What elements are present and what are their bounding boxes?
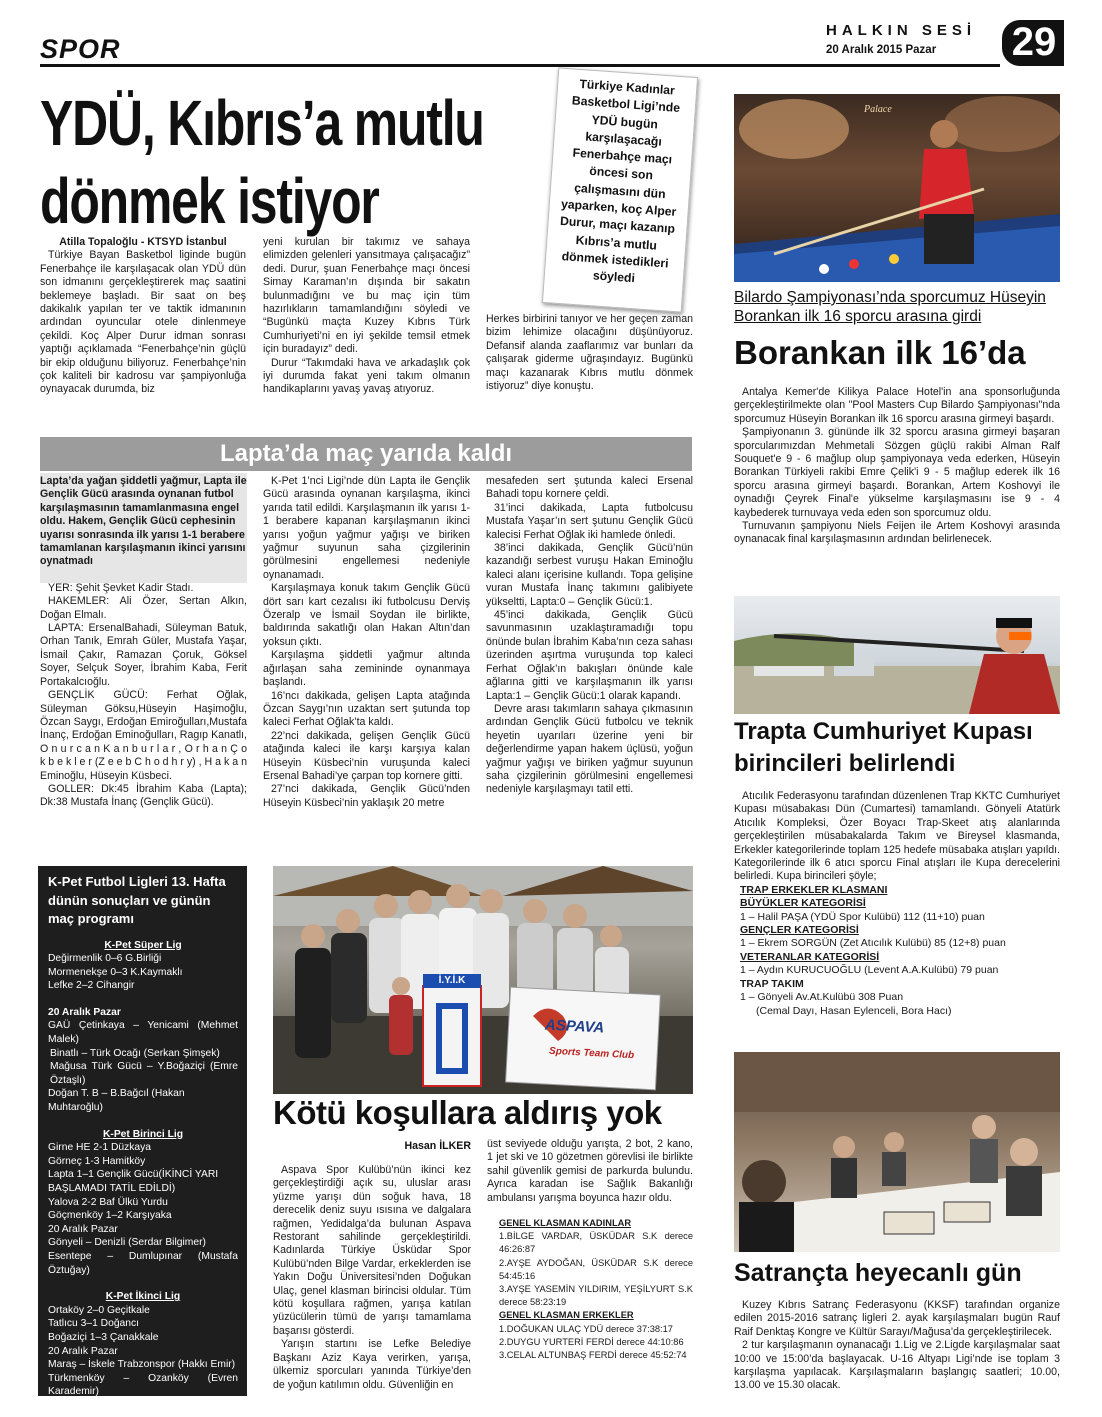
aspava-men-title: GENEL KLASMAN ERKEKLER [499,1310,634,1321]
kpet-second-result: Boğaziçi 1–3 Çanakkale [48,1331,159,1343]
kpet-super-result: Lefke 2–2 Cihangir [48,980,135,992]
kpet-first-title: K-Pet Birinci Lig [102,1128,184,1140]
ydu-text-1: Türkiye Bayan Basketbol liginde bugün Fenerbahçe ile karşılaşacak olan YDÜ dün son idmanını gerçekleştirerek maç saatini beklemeye başladı. Bir saat on beş dakikalık yapılan ter ve taktik idmanının ardından oyuncular otele dinlenmeye çekildi. Koç Alper Durur idman sonrası yaptığı açıklamada “Fenerbahçe’nin güçlü bir ekip olduğunu biliyoruz. Fenerbahçe’nin çok kaliteli bir kadrosu var şampiyonluğa oynayacak durumda, biz [40,249,246,396]
kpet-second-fixture: Maraş – İskele Trabzonspor (Hakkı Emir) [48,1359,236,1371]
lapta-lineup: LAPTA: ErsenalBahadi, Süleyman Batuk, Orhan Tanık, Emrah Güler, Mustafa Yaşar, İsmail Çakır, Ramazan Çoruk, Göksel Soyer, Selçuk Soyer, İbrahim Kaba, Ferit Portakalcıoğlu. [40,622,247,688]
lapta-paragraph: 38’inci dakikada, Gençlik Gücü’nün kazandığı serbest vuruşu Hakan Eminoğlu kaleci alanı içerisine kullandı. Topa gelişine vuran Mustafa İnanç takımını galibiyete yükseltti, Lapta:0 – Gençlik Gücü:1. [486,542,693,608]
ydu-text-2: yeni kurulan bir takımız ve sahaya elimizden gelenleri yansıtmaya çalışacağız” dedi. Durur, şuan Fenerbahçe maçı öncesi Simay Karaman’ın dışında bir sakatın bulunmadığını ve bu maç için tüm hazırlıkların tamamlandığını söyledi ve “Bugünkü maçta Kuzey Kıbrıs Türk Cumhuriyeti’ni en iyi şekilde temsil etmek için buradayız” dedi. [263,236,470,356]
lapta-opponent-lineup: GENÇLİK GÜCÜ: Ferhat Oğlak, Süleyman Göksu,Hüseyin Haşimoğlu, Özcan Saygı, Erdoğan Emiroğulları,Mustafa İnanç, Erdoğan Eminoğulları, Ragıp Kanatlı, O n u r c a n K a n b u r l a r , O r h a n Ç o k b e k l e r (Z e e b C h o d h r y) , H a k a n Eminoğlu, Hüseyin Küsbeci. [40,689,247,782]
billiards-scene [734,94,1060,282]
billiards-paragraph: Antalya Kemer'de Kilikya Palace Hotel'in ana sponsorluğunda gerçekleştirilmekte olan "Pool Masters Cup Bilardo Şampiyonası"nda sporcumuz Hüseyin Borankan ilk 16 sporcu arasına girmeyi başardı. [734,386,1060,425]
trap-category-winner: 1 – Gönyeli Av.At.Kulübü 308 Puan [740,991,904,1004]
trap-category-title: BÜYÜKLER KATEGORİSİ [740,897,866,910]
kpet-super-result: Mormenekşe 0–3 K.Kaymaklı [48,966,183,978]
kpet-content [48,873,238,1413]
trap-category-winner: 1 – Halil PAŞA (YDÜ Spor Kulübü) 112 (11+10) puan [740,910,985,923]
chess-text [734,1299,1060,1393]
lapta-paragraph: 31’inci dakikada, Lapta futbolcusu Mustafa Yaşar’ın sert şutunu Gençlik Gücü kalecisi Ferhat Oğlak iki hamlede önledi. [486,501,693,541]
lapta-paragraph: 27’nci dakikada, Gençlik Gücü’nden Hüseyin Küsbeci’nin yaklaşık 20 metre [263,783,470,809]
header-date: 20 Aralık 2015 Pazar [826,44,937,56]
aspava-flag-subtitle: Sports Team Club [548,1045,635,1062]
aspava-men-result: 1.DOĞUKAN ULAÇ YDÜ derece 37:38:17 [499,1323,673,1334]
trap-intro: Atıcılık Federasyonu tarafından düzenlenen Trap KKTC Cumhuriyet Kupası müsabakası Dün (Cumartesi) tamamlandı. Gönyeli Atatürk Atıcılık Kompleksi, Özer Boyacı Trap-Skeet atış alanlarında gerçekleştirilen müsabakalarda Takım ve Bireysel klasmanda, Erkekler kategorilerinde toplam 125 hedefe müsabaka atışları yapıldı. Kategorilerinde ilk 6 atıcı sporcu Final atışları ile Kupa derecelerini belirledi. Kupa birincileri şöyle; [734,790,1060,883]
hotel-sign: Palace [864,104,892,115]
lapta-paragraph: 45’inci dakikada, Gençlik Gücü savunmasının uzaklaştıramadığı topu önünde bulan İbrahim Kaba’nın ceza sahası üzerinden aşırtma vuruşunda top kaleci Ferhat Oğlak’ın bakışları önünde kale ağlarına gitti ve karşılaşmanın ilk yarısı Lapta:1 – Gençlik Gücü:1 olarak kapandı. [486,609,693,702]
trap-klasman-title: TRAP ERKEKLER KLASMANI [740,883,888,896]
ydu-column-2 [263,236,470,397]
aspava-results [487,1217,693,1362]
kpet-first-result: Yalova 2-2 Baf Ülkü Yurdu [48,1196,168,1208]
trap-headline: Trapta Cumhuriyet Kupası birincileri belirlendi [734,718,1033,777]
kpet-second-result: Tatlıcu 3–1 Doğancı [48,1318,140,1330]
trap-category-title: GENÇLER KATEGORİSİ [740,924,859,937]
kpet-super-title: K-Pet Süper Lig [104,939,182,951]
billiards-photo [734,94,1060,282]
chess-paragraph: 2 tur karşılaşmanın oynanacağı 1.Lig ve 2.Ligde karşılaşmalar saat 10:00 ve 15:00’da başlayacak. U-16 Altyapı Ligi’nde ise toplam 3 karşılaşma yapılacak. Karşılaşmaların başlangıç saatleri; 10.00, 13.00 ve 15.30 olacak. [734,1339,1060,1392]
kpet-first-result: Girne HE 2-1 Düzkaya [48,1142,152,1154]
billiards-text [734,386,1060,547]
kpet-super-result: Değirmenlik 0–6 G.Birliği [48,953,162,965]
aspava-column-1 [273,1164,471,1392]
lapta-paragraph: mesafeden sert şutunda kaleci Ersenal Bahadi topu kornere çeldi. [486,475,693,501]
chess-paragraph: Kuzey Kıbrıs Satranç Federasyonu (KKSF) tarafından organize edilen 2015-2016 satranç ligleri 2. ayak karşılaşmaları bugün Rauf Raif Denktaş Kongre ve Kültür Sarayı/Mağusa’da gerçekleştirilecek. [734,1299,1060,1338]
lapta-referees: HAKEMLER: Ali Özer, Sertan Alkın, Doğan Elmalı. [40,595,247,621]
ydu-headline-line1: YDÜ, Kıbrıs’a mutlu [40,87,484,159]
ydu-headline [40,84,484,240]
aspava-team-photo [273,866,693,1094]
ydu-text-2b: Durur “Takımdaki hava ve arkadaşlık çok iyi durumda fakat yeni takım olmanın handikaplarını yavaş yavaş atıyoruz. [263,356,470,396]
lapta-lead: Lapta’da yağan şiddetli yağmur, Lapta ile Gençlik Gücü arasında oynanan futbol karşılaşmasının tamamlanmasına engel oldu. Hakem, Gençlik Gücü cephesinin uyarısı sonrasında ilk yarısı 1-1 berabere tamamlanan karşılaşmanın ikinci yarısını oynatmadı [40,475,247,568]
trap-shooting-photo [734,596,1060,714]
ydu-text-3: Herkes birbirini tanıyor ve her geçen zaman bizim lehimize olacağını düşünüyoruz. Defansif alanda zaaflarımız var bunları da çalışarak giderme uğraşındayız. Bugünkü maçı kazanarak Kıbrıs mutlu dönmek istiyoruz” diye konuştu. [486,313,693,393]
trap-team-members: (Cemal Dayı, Hasan Eylenceli, Bora Hacı) [756,1004,952,1017]
kpet-first-result: Görneç 1-3 Hamitköy [48,1155,146,1167]
aspava-paragraph: Yarışın startını ise Lefke Belediye Başkanı Aziz Kaya verirken, yarışa, ülkemiz sporcuları yanında Türkiye’den de yoğun katılımın oldu. Güvenliğin en [273,1338,471,1391]
aspava-byline: Hasan İLKER [404,1140,471,1152]
lapta-paragraph: Devre arası takımların sahaya çıkmasının ardından Gençlik Gücü futbolcu ve teknik heyetin uyarıları üzerine yeni bir değerlendirme yapan hakem üçlüsü, yoğun yağmur yağışı ve biriken yağmur suyunun saha çizgilerinin görülmesini engellemesi nedeniyle karşılaşmayı tatil etti. [486,702,693,796]
kpet-second-fixture: Akova – A. Yeşilova (Hüseyin Özkan) [48,1399,218,1411]
aspava-men-result: 2.DUYGU YURTERİ FERDİ derece 44:10:86 [499,1336,684,1347]
trap-category-winner: 1 – Aydın KURUCUOĞLU (Levent A.A.Kulübü) 79 puan [740,964,999,977]
ydu-quote-box [542,67,698,312]
kpet-first-date: 20 Aralık Pazar [48,1223,118,1235]
kpet-second-fixture: Türkmenköy – Ozanköy (Evren Karademir) [48,1372,238,1398]
aspava-men-result: 3.CELAL ALTUNBAŞ FERDİ derece 45:52:74 [499,1350,687,1361]
chess-scene [734,1052,1060,1252]
trap-text [734,790,1060,1018]
ydu-column-3 [486,313,693,393]
lapta-headline: Lapta’da maç yarıda kaldı [219,440,513,467]
lapta-column-2 [263,475,470,810]
aspava-flag-text: ASPAVA [544,1016,605,1037]
kpet-super-date: 20 Aralık Pazar [48,1006,121,1018]
aspava-paragraph: üst seviyede olduğu yarışta, 2 bot, 2 kano, 1 jet ski ve 10 gözetmen görevlisi ile birlikte sahil güvenlik gemisi de parkurda bulundu. Ayrıca karadan ise Sağlık Bakanlığı ambulansı yarışma boyunca hazır oldu. [487,1138,693,1204]
page-number: 29 [1011,20,1057,64]
kpet-first-fixture: Esentepe – Dumlupınar (Mustafa Öztuğay) [48,1250,238,1276]
lapta-goals: GOLLER: Dk:45 İbrahim Kaba (Lapta); Dk:38 Mustafa İnanç (Gençlik Gücü). [40,782,247,809]
lapta-paragraph: 16’ncı dakikada, gelişen Lapta atağında Özcan Saygı’nın uzaktan sert şutunda top kaleci Ferhat Oğlak’ta kaldı. [263,689,470,729]
aspava-headline: Kötü koşullara aldırış yok [273,1094,662,1131]
lapta-paragraph: 22’nci dakikada, gelişen Gençlik Gücü atağında kaleci ile karşı karşıya kalan Hüseyin Küsbeci’nin vuruşunda kaleci Ersenal Bahadi’ye çarpan top kornere gitti. [263,729,470,782]
aspava-women-title: GENEL KLASMAN KADINLAR [499,1218,632,1229]
ydu-quote: Türkiye Kadınlar Basketbol Ligi’nde YDÜ bugün karşılaşacağı Fenerbahçe maçı öncesi son çalışmasını dün yaparken, koç Alper Durur, maçı kazanıp Kıbrıs’a mutlu dönmek istedikleri söyledi [559,76,681,286]
lapta-column-3 [486,475,693,797]
ydu-column-1 [40,236,246,397]
billiards-caption: Bilardo Şampiyonası’nda sporcumuz Hüseyin Borankan ilk 16 sporcu arasına girdi [734,289,1046,325]
aspava-column-2 [487,1138,693,1362]
trap-scene [734,596,1060,714]
kpet-second-title: K-Pet İkinci Lig [105,1291,181,1303]
trap-category-title: VETERANLAR KATEGORİSİ [740,950,880,963]
aspava-women-result: 2.AYŞE AYDOĞAN, ÜSKÜDAR S.K derece 54:45:16 [499,1257,693,1281]
kpet-title: K-Pet Futbol Ligleri 13. Hafta dünün sonuçları ve günün maç programı [48,874,226,926]
billiards-headline: Borankan ilk 16’da [734,334,1026,371]
chess-headline: Satrançta heyecanlı gün [734,1259,1022,1287]
lapta-paragraph: Karşılaşmaya konuk takım Gençlik Gücü dört sarı kart cezalısı iki futbolcusu Derviş Özeralp ve İsmail Soydan ile birlikte, baldırında sakatlığı olan Hakan Altın’dan yoksun çıktı. [263,582,470,648]
header-rule [40,64,1000,67]
section-label: SPOR [40,34,121,64]
chess-photo [734,1052,1060,1252]
kpet-super-fixture: Doğan T. B – B.Bağcıl (Hakan Muhtaroğlu) [48,1088,185,1114]
kpet-super-fixture: Binatlı – Türk Ocağı (Serkan Şimşek) [50,1047,220,1059]
lapta-paragraph: Karşılaşma şiddetli yağmur altında ağırlaşan saha zemininde oynanmaya başlandı. [263,649,470,689]
aspava-women-result: 3.AYŞE YASEMİN YILDIRIM, YEŞİLYURT S.K derece 58:23:19 [499,1284,693,1308]
kpet-first-result: Göçmenköy 1–2 Karşıyaka [48,1210,172,1222]
kpet-super-fixture: Mağusa Türk Gücü – Y.Boğaziçi (Emre Öztaşlı) [50,1061,238,1086]
paper-name: HALKIN SESİ [826,22,977,39]
trap-results [734,884,1060,1018]
kpet-second-date: 20 Aralık Pazar [48,1345,118,1357]
trap-category-winner: 1 – Ekrem SORGÜN (Zet Atıcılık Kulübü) 85 (12+8) puan [740,937,1006,950]
lapta-paragraph: K-Pet 1’nci Ligi’nde dün Lapta ile Gençlik Gücü arasında oynanan karşılaşma, ikinci yarıda tatil edildi. Karşılaşmanın ilk yarısı 1-1 berabere kapanan karşılaşmanın ikinci yarısı yoğun yağmur yağışı ve biriken yağmur suyunun saha çizgilerinin görülmesini engellemesi nedeniyle oynanamadı. [263,475,470,581]
ydu-byline: Atilla Topaloğlu - KTSYD İstanbul [59,236,227,248]
kpet-second-result: Ortaköy 2–0 Geçitkale [48,1304,150,1316]
kpet-first-fixture: Gönyeli – Denizli (Serdar Bilgimer) [48,1237,206,1249]
lapta-column-1 [40,475,247,810]
kpet-super-fixture: GAÜ Çetinkaya – Yenicami (Mehmet Malek) [48,1020,238,1046]
trap-category-title: TRAP TAKIM [740,977,804,990]
aspava-women-result: 1.BİLGE VARDAR, ÜSKÜDAR S.K derece 46:26:87 [499,1231,693,1255]
lapta-venue: YER: Şehit Şevket Kadir Stadı. [48,581,194,594]
billiards-paragraph: Turnuvanın şampiyonu Niels Feijen ile Artem Koshovyi arasında oynanacak final karşılaşmasının ardından belirlenecek. [734,520,1060,546]
ydu-headline-line2: dönmek istiyor [40,165,379,237]
kpet-first-result: Lapta 1–1 Gençlik Gücü(İKİNCİ YARI BAŞLAMADI TATİL EDİLDİ) [48,1169,219,1194]
aspava-banner-text: İ.Y.İ.K [438,975,466,986]
aspava-paragraph: Aspava Spor Kulübü’nün ikinci kez gerçekleştirdiği açık su, uluslar arası yüzme yarışı dün soğuk hava, 18 derecelik deniz suyu ısısına ve dalgalara rağmen, Yedidalga’da bulunan Aspava Restorant sahilinde gerçekleştirildi. Kadınlarda Türkiye Üsküdar Spor Kulübü’nden Bilge Vardar, erkeklerden ise Yakın Doğu Üniversitesi’nden Doğukan Ulaç, genel klasman birincisi oldular. Tüm kötü koşullara rağmen, yarışa katılan yüzücülerin tümü de yarışı tamamlama başarısı gösterdi. [273,1164,471,1337]
billiards-paragraph: Şampiyonanın 3. gününde ilk 32 sporcu arasına girmeyi başaran sporcularımızdan Mehmetali Sözgen güçlü rakibi Alman Ralf Souquet'e 9 - 6 mağlup olup şampiyonaya veda ederken, Hüseyin Borankan Türkiyeli rakibi Emre Çelik'i 9 - 5 mağlup ederek ilk 16 sporcu arasına girmeyi başardı. Borankan, Artem Koshovyi ile oynadığı Çeyrek Final'e yükselme karşılaşmasını ise 9 - 4 kaybederek turnuvaya veda eden son sporcumuz oldu. [734,426,1060,519]
